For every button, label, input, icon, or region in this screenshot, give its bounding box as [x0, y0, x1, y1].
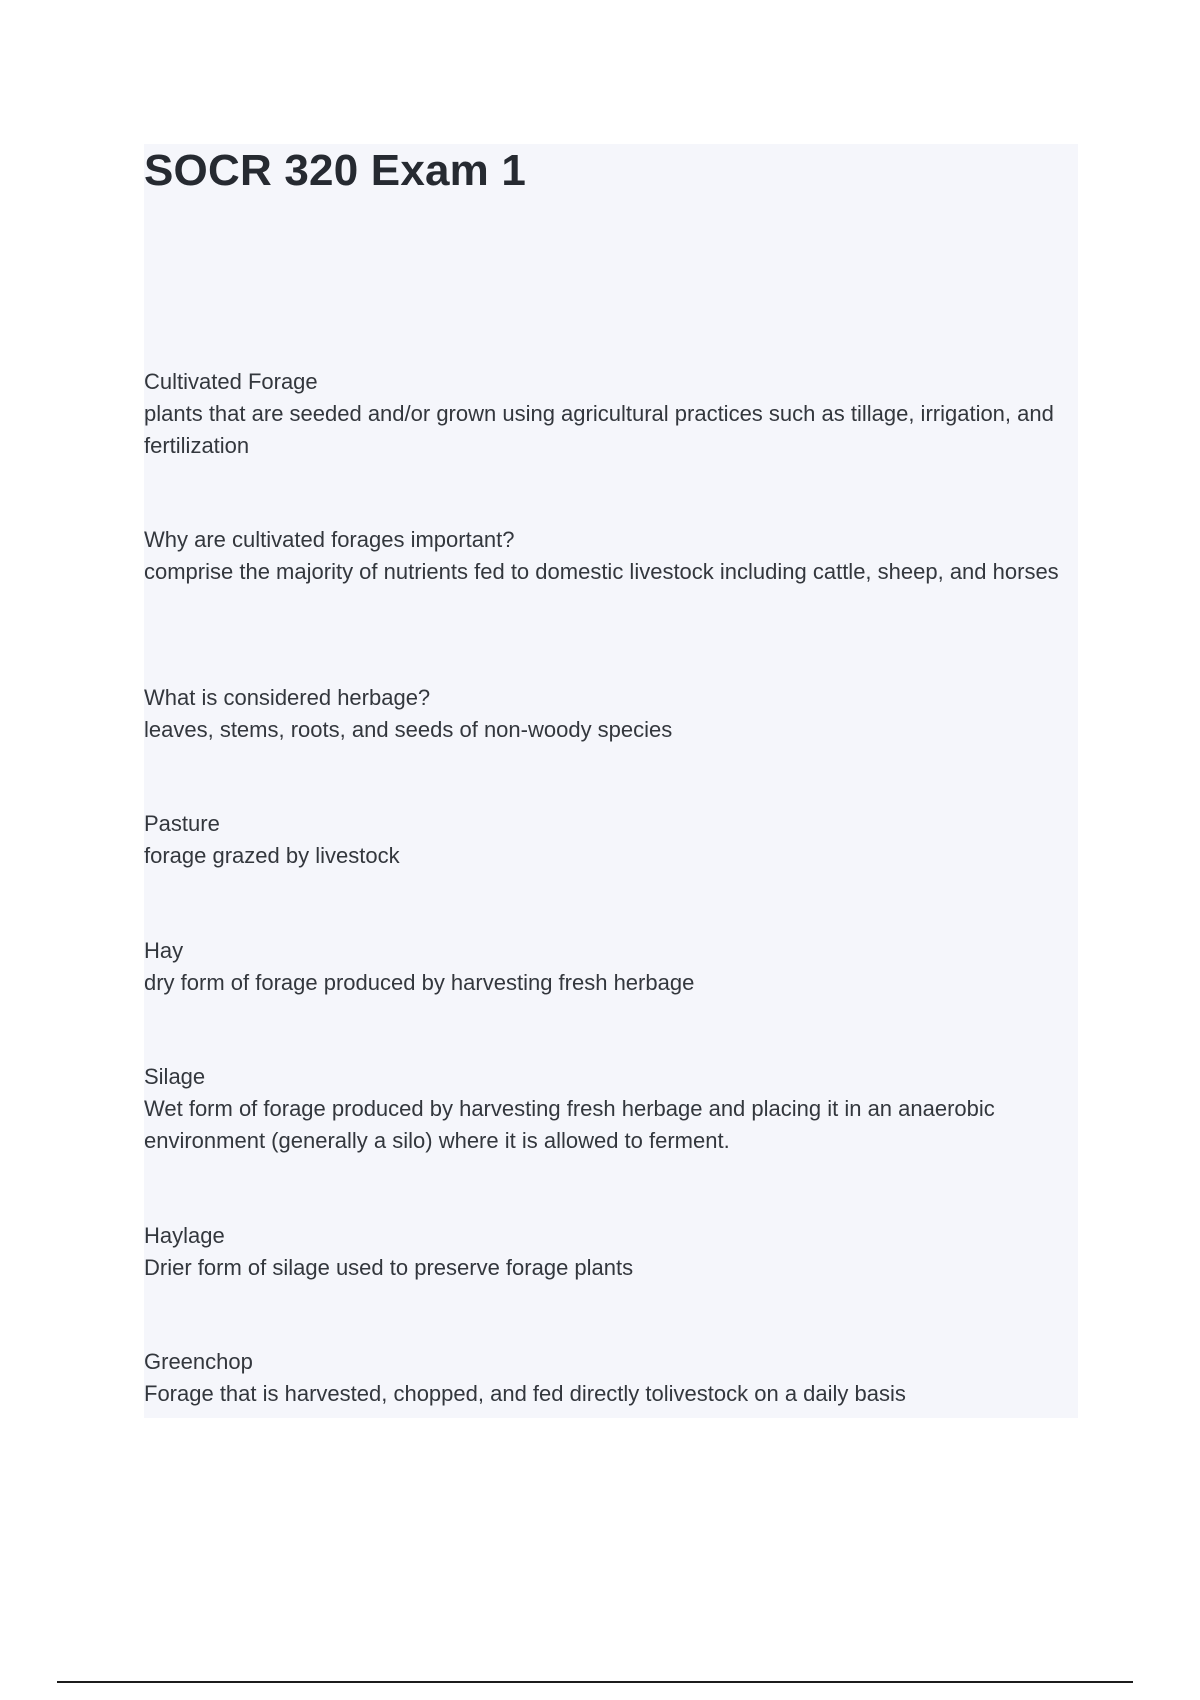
entry-definition: plants that are seeded and/or grown using agricultural practices such as tillage, irrigation, and fertilization	[144, 401, 1054, 458]
flashcard-entry	[144, 1061, 1074, 1157]
entry-term: Why are cultivated forages important?	[144, 527, 515, 552]
flashcard-entry	[144, 808, 1074, 872]
flashcard-entry	[144, 1220, 1074, 1284]
entry-definition: Drier form of silage used to preserve forage plants	[144, 1255, 634, 1280]
page-title: SOCR 320 Exam 1	[144, 146, 527, 195]
flashcard-entry	[144, 935, 1074, 999]
entry-definition: Wet form of forage produced by harvesting fresh herbage and placing it in an anaerobic environment (generally a silo) where it is allowed to ferment.	[144, 1096, 995, 1153]
entry-term: Pasture	[144, 811, 220, 836]
entry-term: Greenchop	[144, 1349, 253, 1374]
entry-term: What is considered herbage?	[144, 685, 431, 710]
entry-definition: leaves, stems, roots, and seeds of non-woody species	[144, 717, 673, 742]
entry-definition: comprise the majority of nutrients fed to domestic livestock including cattle, sheep, and horses	[144, 559, 1059, 584]
flashcard-entry	[144, 366, 1074, 462]
footer-divider	[57, 1681, 1133, 1683]
flashcard-entry	[144, 524, 1074, 588]
entry-term: Cultivated Forage	[144, 369, 318, 394]
entry-term: Haylage	[144, 1223, 225, 1248]
flashcard-entry	[144, 1346, 1074, 1410]
entry-term: Hay	[144, 938, 184, 963]
entry-definition: dry form of forage produced by harvesting fresh herbage	[144, 970, 695, 995]
entry-definition: Forage that is harvested, chopped, and fed directly tolivestock on a daily basis	[144, 1381, 906, 1406]
entry-definition: forage grazed by livestock	[144, 843, 400, 868]
flashcard-entry	[144, 682, 1074, 746]
entry-term: Silage	[144, 1064, 206, 1089]
